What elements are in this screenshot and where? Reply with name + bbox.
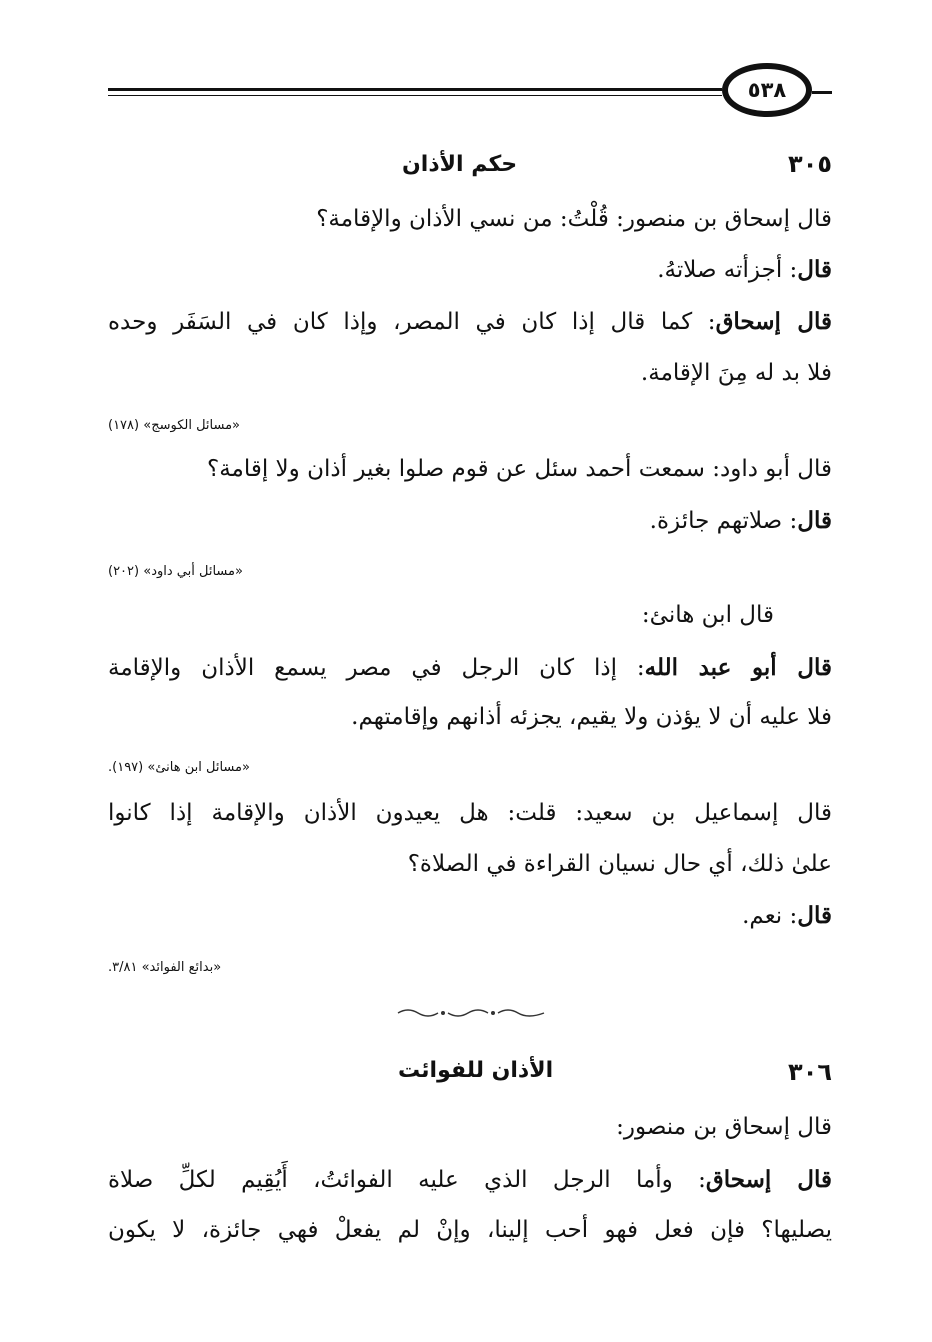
header-rule-top	[108, 88, 722, 91]
text-line: قال إسحاق بن منصور:	[616, 1114, 832, 1140]
speaker-label: قال	[797, 902, 832, 929]
source-citation: «مسائل الكوسج» (١٧٨)	[108, 418, 241, 433]
source-citation: «بدائع الفوائد» ٣/٨١.	[108, 960, 222, 975]
section-title: حكم الأذان	[402, 152, 518, 177]
text-line: قال أبو داود: سمعت أحمد سئل عن قوم صلوا بغير أذان ولا إقامة؟	[207, 456, 832, 482]
section-divider-ornament	[396, 1006, 546, 1020]
text-line: فلا عليه أن لا يؤذن ولا يقيم، يجزئه أذانهم وإقامتهم.	[351, 704, 832, 730]
text-line: قال إسحاق بن منصور: قُلْتُ: من نسي الأذان والإقامة؟	[316, 206, 832, 232]
speaker-label: قال إسحاق	[715, 308, 832, 335]
speaker-label: قال	[797, 256, 832, 283]
source-citation: «مسائل ابن هانئ» (١٩٧).	[108, 760, 250, 775]
text-line: فلا بد له مِنَ الإقامة.	[640, 360, 832, 386]
source-citation: «مسائل أبي داود» (٢٠٢)	[108, 564, 243, 579]
text-line: علىٰ ذلك، أي حال نسيان القراءة في الصلاة؟	[407, 851, 832, 877]
page-number: ٥٣٨	[722, 63, 812, 117]
section-title: الأذان للفوائت	[398, 1058, 554, 1083]
section-number: ٣٠٦	[788, 1058, 832, 1086]
text-line: قال: صلاتهم جائزة.	[649, 507, 832, 534]
page-header	[108, 62, 832, 122]
text-line: يصليها؟ فإن فعل فهو أحب إلينا، وإنْ لم يفعلْ فهي جائزة، لا يكون	[108, 1217, 832, 1243]
speaker-label: قال	[797, 507, 832, 534]
speaker-label: قال إسحاق	[705, 1166, 832, 1193]
text-line: قال: نعم.	[742, 902, 832, 929]
header-rule-bottom	[108, 95, 722, 96]
text-line: قال إسحاق: وأما الرجل الذي عليه الفوائتُ، أَيُقِيم لكلِّ صلاة	[108, 1166, 832, 1193]
section-number: ٣٠٥	[788, 150, 832, 178]
text-line: قال إسحاق: كما قال إذا كان في المصر، وإذا كان في السَفَر وحده	[108, 308, 832, 335]
header-rule-right	[812, 91, 832, 94]
text-line: قال: أجزأته صلاتهُ.	[657, 256, 832, 283]
text-line: قال إسماعيل بن سعيد: قلت: هل يعيدون الأذان والإقامة إذا كانوا	[108, 800, 832, 826]
text-line: قال أبو عبد الله: إذا كان الرجل في مصر يسمع الأذان والإقامة	[108, 654, 832, 681]
text-line: قال ابن هانئ:	[641, 602, 774, 628]
speaker-label: قال أبو عبد الله	[644, 654, 832, 681]
